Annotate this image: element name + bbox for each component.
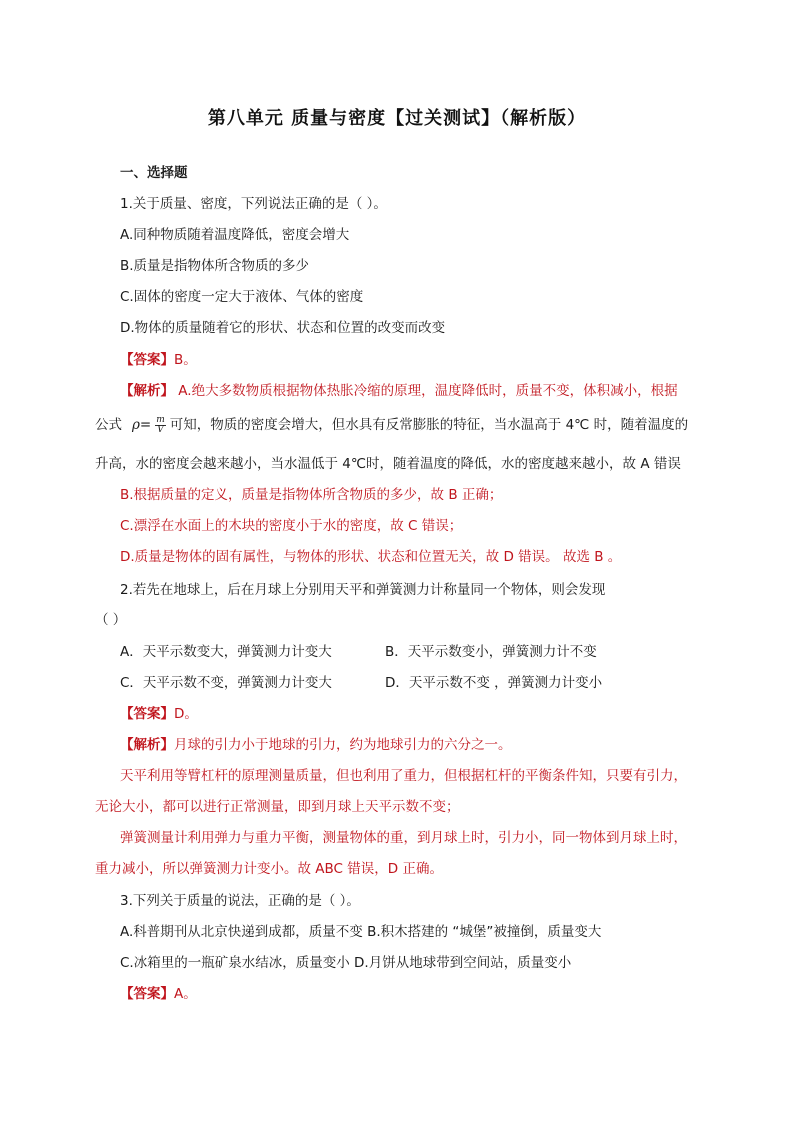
formula-numerator: m [156, 414, 165, 425]
q1-analysis-line-5: C.漂浮在水面上的木块的密度小于水的密度，故 C 错误； [120, 518, 463, 534]
q3-options-cd: C.冰箱里的一瓶矿泉水结冰，质量变小 D.月饼从地球带到空间站，质量变小 [120, 955, 572, 971]
q1-analysis-line-6: D.质量是物体的固有属性，与物体的形状、状态和位置无关，故 D 错误。 故选 B 。 [120, 549, 622, 565]
analysis-text: A.绝大多数物质根据物体热胀冷缩的原理，温度降低时，质量不变，体积减小，根据 [174, 383, 678, 399]
formula-rho: ρ= [132, 417, 152, 433]
q2-option-b: B．天平示数变小，弹簧测力计不变 [385, 644, 597, 660]
q1-stem: 1.关于质量、密度，下列说法正确的是（ ）。 [120, 196, 387, 212]
q1-option-a: A.同种物质随着温度降低，密度会增大 [120, 227, 350, 243]
q1-analysis-line-2 [95, 415, 688, 435]
q2-option-d: D．天平示数不变 ，弹簧测力计变小 [385, 675, 603, 691]
q1-analysis-line-4: B.根据质量的定义，质量是指物体所含物质的多少，故 B 正确； [120, 487, 503, 503]
q3-stem: 3.下列关于质量的说法，正确的是（ ）。 [120, 893, 360, 909]
answer-value: A。 [174, 986, 197, 1002]
q2-analysis-line-2: 天平利用等臂杠杆的原理测量质量，但也利用了重力，但根据杠杆的平衡条件知，只要有引力， [120, 768, 687, 784]
q2-analysis-line-3: 无论大小，都可以进行正常测量，即到月球上天平示数不变； [95, 799, 460, 815]
analysis-label: 【解析】 [120, 383, 174, 399]
q2-answer [120, 704, 198, 724]
q2-paren: （ ） [95, 612, 127, 628]
formula-suffix: 可知，物质的密度会增大，但水具有反常膨胀的特征，当水温高于 4℃ 时，随着温度的 [169, 417, 689, 433]
page-title: 第八单元 质量与密度【过关测试】（解析版） [207, 108, 587, 129]
q1-option-b: B.质量是指物体所含物质的多少 [120, 258, 310, 274]
section-heading: 一、选择题 [120, 165, 188, 181]
q1-option-d: D.物体的质量随着它的形状、状态和位置的改变而改变 [120, 320, 446, 336]
q2-option-c: C．天平示数不变，弹簧测力计变大 [120, 675, 332, 691]
answer-value: B。 [174, 352, 197, 368]
q2-option-a: A．天平示数变大，弹簧测力计变大 [120, 644, 332, 660]
q1-answer [120, 350, 197, 370]
answer-label: 【答案】 [120, 706, 174, 722]
formula-prefix: 公式 [95, 417, 122, 433]
answer-value: D。 [174, 706, 198, 722]
q2-analysis-line-4: 弹簧测量计利用弹力与重力平衡，测量物体的重，到月球上时，引力小，同一物体到月球上时， [120, 830, 687, 846]
formula-denominator: V [157, 424, 164, 435]
formula-fraction [155, 416, 166, 435]
analysis-label: 【解析】 [120, 737, 174, 753]
answer-label: 【答案】 [120, 352, 174, 368]
answer-label: 【答案】 [120, 986, 174, 1002]
q2-analysis-line-1 [120, 735, 512, 755]
q3-options-ab: A.科普期刊从北京快递到成都，质量不变 B.积木搭建的 “城堡”被撞倒，质量变大 [120, 924, 602, 940]
q1-analysis-line-1 [120, 381, 678, 401]
q2-stem: 2.若先在地球上，后在月球上分别用天平和弹簧测力计称量同一个物体，则会发现 [120, 582, 606, 598]
analysis-text: 月球的引力小于地球的引力，约为地球引力的六分之一。 [174, 737, 512, 753]
q1-analysis-line-3: 升高，水的密度会越来越小，当水温低于 4℃时，随着温度的降低，水的密度越来越小，故 A 错误 [95, 456, 681, 472]
q3-answer [120, 984, 197, 1004]
q2-analysis-line-5: 重力减小，所以弹簧测力计变小。故 ABC 错误，D 正确。 [95, 861, 443, 877]
q1-option-c: C.固体的密度一定大于液体、气体的密度 [120, 289, 364, 305]
